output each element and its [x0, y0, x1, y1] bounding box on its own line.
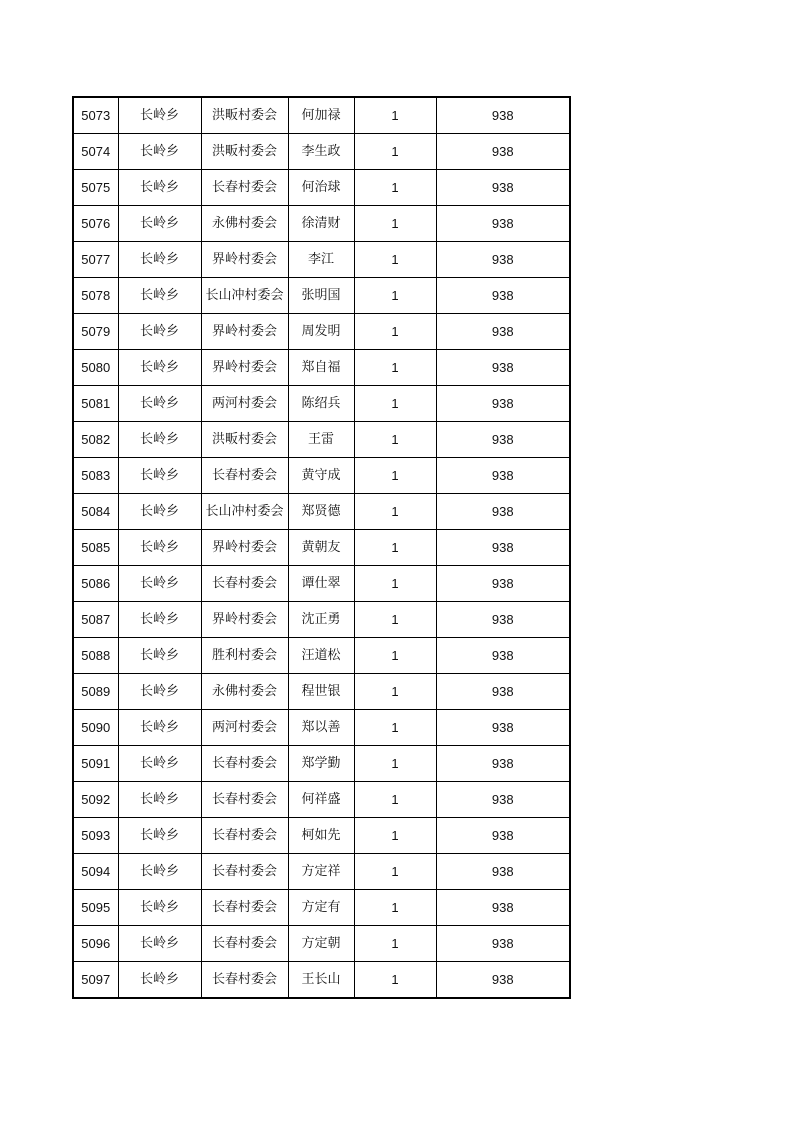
cell-count: 1 — [354, 962, 436, 999]
cell-amount: 938 — [436, 710, 570, 746]
cell-amount: 938 — [436, 386, 570, 422]
cell-village: 洪畈村委会 — [201, 134, 288, 170]
cell-count: 1 — [354, 422, 436, 458]
cell-township: 长岭乡 — [118, 170, 201, 206]
cell-township: 长岭乡 — [118, 926, 201, 962]
cell-amount: 938 — [436, 134, 570, 170]
cell-count: 1 — [354, 602, 436, 638]
cell-name: 何治球 — [288, 170, 354, 206]
cell-village: 长山冲村委会 — [201, 278, 288, 314]
table-row — [73, 818, 570, 854]
cell-name: 黄守成 — [288, 458, 354, 494]
cell-township: 长岭乡 — [118, 602, 201, 638]
cell-count: 1 — [354, 638, 436, 674]
cell-id: 5085 — [73, 530, 118, 566]
cell-count: 1 — [354, 170, 436, 206]
cell-amount: 938 — [436, 926, 570, 962]
cell-name: 郑以善 — [288, 710, 354, 746]
table-body — [73, 97, 570, 998]
cell-name: 王长山 — [288, 962, 354, 999]
cell-name: 柯如先 — [288, 818, 354, 854]
cell-township: 长岭乡 — [118, 278, 201, 314]
cell-village: 界岭村委会 — [201, 602, 288, 638]
cell-id: 5074 — [73, 134, 118, 170]
cell-township: 长岭乡 — [118, 206, 201, 242]
cell-count: 1 — [354, 206, 436, 242]
cell-count: 1 — [354, 710, 436, 746]
cell-township: 长岭乡 — [118, 314, 201, 350]
cell-id: 5087 — [73, 602, 118, 638]
cell-township: 长岭乡 — [118, 962, 201, 999]
cell-village: 界岭村委会 — [201, 242, 288, 278]
table-row — [73, 602, 570, 638]
cell-village: 永佛村委会 — [201, 206, 288, 242]
cell-name: 谭仕翠 — [288, 566, 354, 602]
cell-count: 1 — [354, 890, 436, 926]
cell-amount: 938 — [436, 206, 570, 242]
table-row — [73, 782, 570, 818]
cell-township: 长岭乡 — [118, 242, 201, 278]
cell-count: 1 — [354, 278, 436, 314]
cell-count: 1 — [354, 97, 436, 134]
cell-township: 长岭乡 — [118, 566, 201, 602]
cell-id: 5097 — [73, 962, 118, 999]
cell-township: 长岭乡 — [118, 638, 201, 674]
cell-name: 郑贤德 — [288, 494, 354, 530]
cell-count: 1 — [354, 746, 436, 782]
table-row — [73, 962, 570, 999]
cell-id: 5075 — [73, 170, 118, 206]
cell-id: 5078 — [73, 278, 118, 314]
cell-amount: 938 — [436, 278, 570, 314]
table-row — [73, 674, 570, 710]
data-table — [72, 96, 571, 999]
cell-name: 张明国 — [288, 278, 354, 314]
cell-amount: 938 — [436, 854, 570, 890]
table-row — [73, 350, 570, 386]
cell-count: 1 — [354, 458, 436, 494]
table-row — [73, 278, 570, 314]
cell-village: 界岭村委会 — [201, 314, 288, 350]
cell-name: 方定有 — [288, 890, 354, 926]
table-row — [73, 422, 570, 458]
cell-id: 5073 — [73, 97, 118, 134]
cell-amount: 938 — [436, 494, 570, 530]
cell-amount: 938 — [436, 314, 570, 350]
table-row — [73, 890, 570, 926]
cell-township: 长岭乡 — [118, 818, 201, 854]
cell-id: 5080 — [73, 350, 118, 386]
table-row — [73, 206, 570, 242]
table-row — [73, 710, 570, 746]
cell-township: 长岭乡 — [118, 530, 201, 566]
cell-id: 5082 — [73, 422, 118, 458]
table-row — [73, 926, 570, 962]
cell-id: 5090 — [73, 710, 118, 746]
cell-amount: 938 — [436, 97, 570, 134]
cell-amount: 938 — [436, 170, 570, 206]
cell-village: 洪畈村委会 — [201, 97, 288, 134]
cell-id: 5093 — [73, 818, 118, 854]
cell-township: 长岭乡 — [118, 782, 201, 818]
cell-name: 方定朝 — [288, 926, 354, 962]
cell-village: 长春村委会 — [201, 458, 288, 494]
cell-id: 5084 — [73, 494, 118, 530]
cell-name: 程世银 — [288, 674, 354, 710]
cell-name: 王雷 — [288, 422, 354, 458]
cell-count: 1 — [354, 530, 436, 566]
table-row — [73, 386, 570, 422]
cell-township: 长岭乡 — [118, 350, 201, 386]
cell-count: 1 — [354, 314, 436, 350]
cell-id: 5091 — [73, 746, 118, 782]
cell-count: 1 — [354, 386, 436, 422]
cell-village: 永佛村委会 — [201, 674, 288, 710]
cell-name: 徐清财 — [288, 206, 354, 242]
cell-id: 5092 — [73, 782, 118, 818]
table-row — [73, 494, 570, 530]
cell-village: 长春村委会 — [201, 926, 288, 962]
cell-count: 1 — [354, 350, 436, 386]
cell-amount: 938 — [436, 242, 570, 278]
cell-village: 长春村委会 — [201, 890, 288, 926]
cell-township: 长岭乡 — [118, 386, 201, 422]
cell-amount: 938 — [436, 782, 570, 818]
cell-township: 长岭乡 — [118, 890, 201, 926]
table-row — [73, 530, 570, 566]
cell-id: 5077 — [73, 242, 118, 278]
cell-count: 1 — [354, 818, 436, 854]
cell-township: 长岭乡 — [118, 494, 201, 530]
cell-id: 5095 — [73, 890, 118, 926]
cell-name: 陈绍兵 — [288, 386, 354, 422]
cell-village: 两河村委会 — [201, 386, 288, 422]
cell-count: 1 — [354, 782, 436, 818]
cell-township: 长岭乡 — [118, 710, 201, 746]
cell-name: 李江 — [288, 242, 354, 278]
table-row — [73, 134, 570, 170]
cell-amount: 938 — [436, 962, 570, 999]
cell-id: 5089 — [73, 674, 118, 710]
cell-village: 两河村委会 — [201, 710, 288, 746]
cell-name: 沈正勇 — [288, 602, 354, 638]
cell-village: 长春村委会 — [201, 170, 288, 206]
cell-village: 洪畈村委会 — [201, 422, 288, 458]
cell-village: 界岭村委会 — [201, 350, 288, 386]
cell-amount: 938 — [436, 566, 570, 602]
cell-village: 长春村委会 — [201, 854, 288, 890]
cell-name: 何加禄 — [288, 97, 354, 134]
cell-name: 周发明 — [288, 314, 354, 350]
cell-amount: 938 — [436, 350, 570, 386]
cell-name: 汪道松 — [288, 638, 354, 674]
cell-name: 郑学勤 — [288, 746, 354, 782]
cell-amount: 938 — [436, 818, 570, 854]
cell-id: 5076 — [73, 206, 118, 242]
table-row — [73, 170, 570, 206]
cell-township: 长岭乡 — [118, 854, 201, 890]
cell-id: 5086 — [73, 566, 118, 602]
table-row — [73, 566, 570, 602]
cell-count: 1 — [354, 854, 436, 890]
cell-id: 5096 — [73, 926, 118, 962]
cell-township: 长岭乡 — [118, 134, 201, 170]
cell-id: 5079 — [73, 314, 118, 350]
cell-id: 5083 — [73, 458, 118, 494]
cell-village: 界岭村委会 — [201, 530, 288, 566]
cell-amount: 938 — [436, 674, 570, 710]
cell-count: 1 — [354, 926, 436, 962]
cell-village: 长春村委会 — [201, 782, 288, 818]
cell-count: 1 — [354, 134, 436, 170]
table-row — [73, 854, 570, 890]
cell-village: 长春村委会 — [201, 818, 288, 854]
cell-count: 1 — [354, 242, 436, 278]
cell-village: 长春村委会 — [201, 566, 288, 602]
table-row — [73, 314, 570, 350]
cell-village: 长春村委会 — [201, 962, 288, 999]
cell-township: 长岭乡 — [118, 97, 201, 134]
table-row — [73, 458, 570, 494]
cell-amount: 938 — [436, 746, 570, 782]
cell-id: 5088 — [73, 638, 118, 674]
table-row — [73, 242, 570, 278]
cell-amount: 938 — [436, 602, 570, 638]
cell-name: 方定祥 — [288, 854, 354, 890]
cell-village: 长山冲村委会 — [201, 494, 288, 530]
cell-name: 黄朝友 — [288, 530, 354, 566]
cell-count: 1 — [354, 566, 436, 602]
cell-amount: 938 — [436, 458, 570, 494]
cell-count: 1 — [354, 674, 436, 710]
cell-township: 长岭乡 — [118, 746, 201, 782]
cell-township: 长岭乡 — [118, 674, 201, 710]
cell-id: 5094 — [73, 854, 118, 890]
cell-count: 1 — [354, 494, 436, 530]
cell-amount: 938 — [436, 638, 570, 674]
cell-name: 何祥盛 — [288, 782, 354, 818]
cell-village: 长春村委会 — [201, 746, 288, 782]
cell-amount: 938 — [436, 890, 570, 926]
table-row — [73, 638, 570, 674]
cell-township: 长岭乡 — [118, 422, 201, 458]
cell-name: 李生政 — [288, 134, 354, 170]
cell-village: 胜利村委会 — [201, 638, 288, 674]
cell-id: 5081 — [73, 386, 118, 422]
cell-amount: 938 — [436, 422, 570, 458]
table-row — [73, 97, 570, 134]
cell-name: 郑自福 — [288, 350, 354, 386]
cell-amount: 938 — [436, 530, 570, 566]
cell-township: 长岭乡 — [118, 458, 201, 494]
table-row — [73, 746, 570, 782]
